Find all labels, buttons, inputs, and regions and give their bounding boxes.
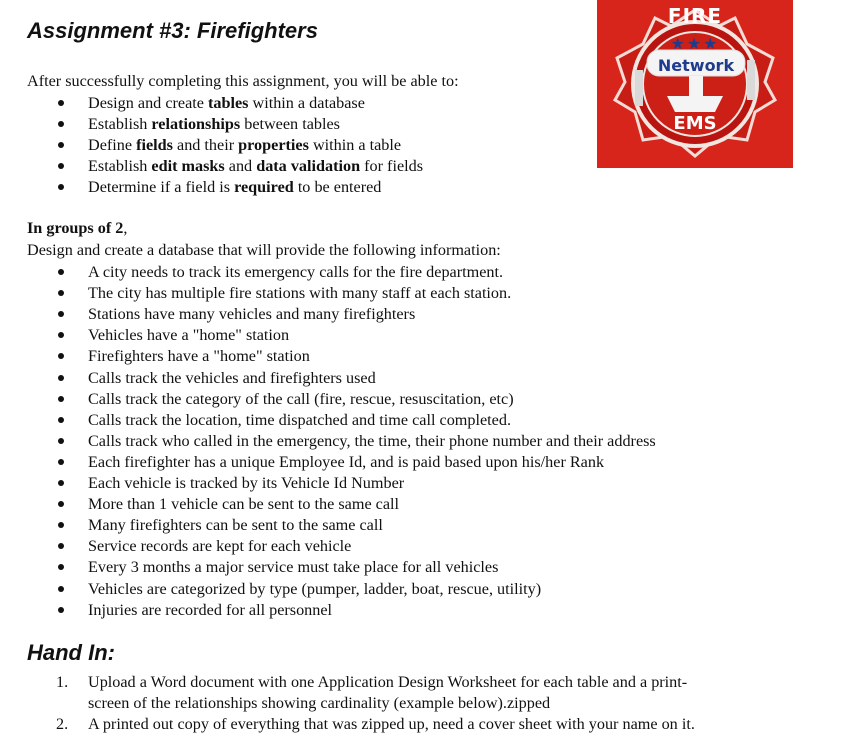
bullet-icon (58, 353, 64, 359)
requirement-text: Calls track the vehicles and firefighters used (88, 368, 376, 387)
requirement-item (58, 389, 818, 410)
requirement-item (58, 346, 818, 367)
requirement-text: Vehicles have a "home" station (88, 326, 290, 345)
requirement-item (58, 579, 818, 600)
text-run: within a database (248, 94, 365, 112)
objective-item (58, 177, 818, 198)
groups-bold: In groups of 2 (27, 219, 124, 237)
text-run: and their (172, 136, 239, 154)
hand-in-text: A printed out copy of everything that was zipped up, need a cover sheet with your name on it. (88, 715, 695, 733)
text-run: for fields (360, 157, 424, 175)
requirement-item (58, 452, 818, 473)
logo-stars: ★★★ (670, 34, 720, 53)
requirement-text: Calls track the location, time dispatched and time call completed. (88, 410, 511, 429)
requirement-text: Calls track the category of the call (fire, rescue, resuscitation, etc) (88, 389, 514, 408)
requirement-text: Each vehicle is tracked by its Vehicle Id Number (88, 474, 405, 492)
requirement-text: Every 3 months a major service must take place for all vehicles (88, 558, 499, 577)
text-run: Design and create (88, 94, 208, 112)
intro-text: After successfully completing this assignment, you will be able to: (27, 72, 459, 90)
hand-in-title: Hand In: (27, 640, 115, 665)
bullet-icon (58, 501, 64, 507)
requirement-text: Stations have many vehicles and many firefighters (88, 305, 416, 324)
objective-text (88, 177, 381, 198)
bullet-icon (58, 480, 64, 486)
bullet-icon (58, 184, 64, 190)
requirement-item (58, 431, 818, 452)
bullet-icon (58, 396, 64, 402)
requirement-item (58, 368, 818, 389)
bullet-icon (58, 332, 64, 338)
requirement-text: Firefighters have a "home" station (88, 347, 310, 366)
bold-term: edit masks (151, 157, 225, 175)
requirement-item (58, 304, 818, 325)
objective-item (58, 156, 818, 177)
hand-in-text-continued: screen of the relationships showing cardinality (example below).zipped (88, 694, 551, 712)
bold-term: tables (208, 94, 249, 112)
text-run: to be entered (293, 178, 382, 196)
requirement-text: More than 1 vehicle can be sent to the same call (88, 495, 400, 514)
bullet-icon (58, 290, 64, 296)
text-run: Establish (88, 157, 152, 175)
objective-text (88, 135, 401, 156)
bold-term: properties (238, 136, 309, 154)
logo-bottom-text: EMS (673, 113, 717, 134)
requirement-text: Service records are kept for each vehicle (88, 537, 352, 556)
requirement-text: Each firefighter has a unique Employee Id, and is paid based upon his/her Rank (88, 452, 605, 471)
objective-text (88, 114, 340, 135)
requirement-text: Many firefighters can be sent to the same call (88, 516, 383, 535)
bold-term: fields (136, 136, 173, 154)
bullet-icon (58, 163, 64, 169)
text-run: and (224, 157, 257, 175)
text-run: Determine if a field is (88, 178, 235, 196)
text-run: between tables (240, 115, 340, 133)
bullet-icon (58, 564, 64, 570)
bullet-icon (58, 607, 64, 613)
logo-top-text: FIRE (667, 4, 723, 28)
bullet-icon (58, 375, 64, 381)
page-title: Assignment #3: Firefighters (27, 18, 318, 43)
objective-item (58, 114, 818, 135)
bullet-icon (58, 586, 64, 592)
objective-item (58, 93, 818, 114)
bullet-icon (58, 100, 64, 106)
objective-text (88, 93, 365, 114)
objective-text (88, 156, 423, 177)
objective-item (58, 135, 818, 156)
bullet-icon (58, 543, 64, 549)
bullet-icon (58, 438, 64, 444)
hand-in-number: 2. (56, 715, 69, 733)
requirement-item (58, 410, 818, 431)
requirement-item (58, 473, 818, 494)
groups-rest: , (123, 219, 128, 237)
text-run: Establish (88, 115, 152, 133)
bold-term: data validation (256, 157, 361, 175)
bullet-icon (58, 459, 64, 465)
requirement-item (58, 325, 818, 346)
requirement-item (58, 515, 818, 536)
logo-mid-text: Network (657, 56, 735, 75)
requirement-text: A city needs to track its emergency calls for the fire department. (88, 263, 504, 281)
bullet-icon (58, 417, 64, 423)
bullet-icon (58, 142, 64, 148)
requirement-text: Injuries are recorded for all personnel (88, 600, 333, 619)
requirement-text: Vehicles are categorized by type (pumper, ladder, boat, rescue, utility) (88, 579, 542, 598)
bullet-icon (58, 121, 64, 127)
bullet-icon (58, 311, 64, 317)
requirement-item (58, 536, 818, 557)
text-run: within a table (308, 136, 402, 154)
hand-in-text: Upload a Word document with one Application Design Worksheet for each table and a print- (88, 673, 688, 691)
hand-in-number: 1. (56, 673, 69, 691)
bullet-icon (58, 522, 64, 528)
bold-term: relationships (151, 115, 241, 133)
text-run: Define (88, 136, 137, 154)
requirement-text: Calls track who called in the emergency, the time, their phone number and their address (88, 431, 656, 450)
requirement-item (58, 557, 818, 578)
design-intro-text: Design and create a database that will provide the following information: (27, 241, 501, 259)
requirement-text: The city has multiple fire stations with many staff at each station. (88, 284, 512, 303)
requirement-item (58, 494, 818, 515)
groups-line (27, 219, 127, 238)
requirement-item (58, 283, 818, 304)
requirement-item (58, 262, 818, 283)
bold-term: required (234, 178, 294, 196)
bullet-icon (58, 269, 64, 275)
requirement-item (58, 600, 818, 621)
